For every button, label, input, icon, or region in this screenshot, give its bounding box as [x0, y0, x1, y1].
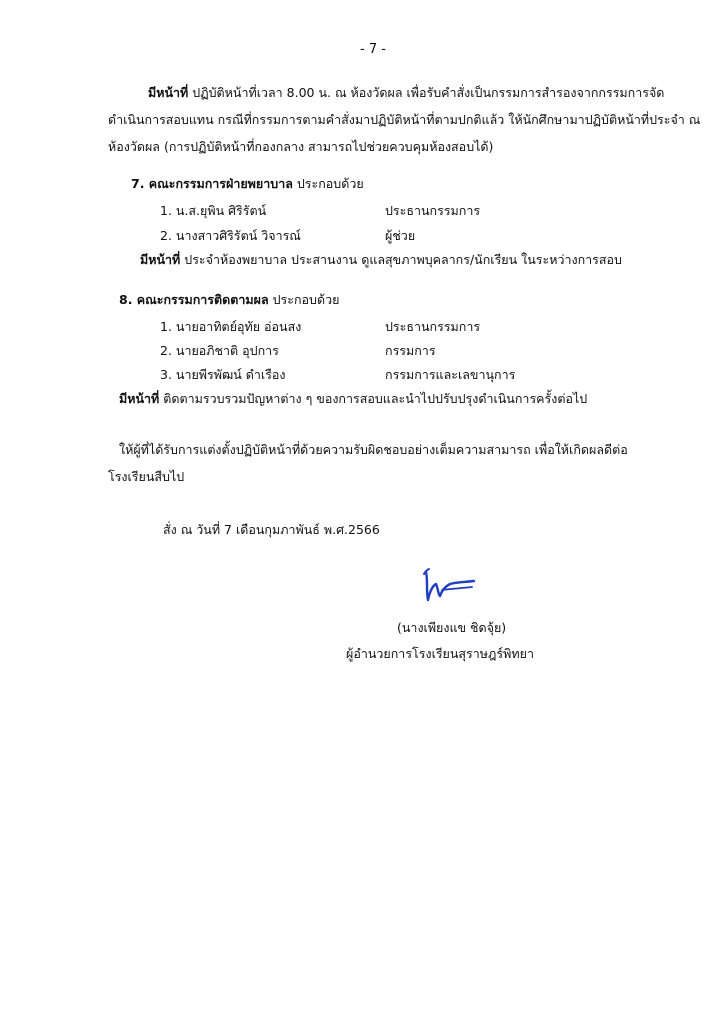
section8-duty — [119, 390, 587, 408]
section8-member-role: กรรมการและเลขานุการ — [385, 367, 516, 382]
section6-duty-line1 — [148, 84, 664, 102]
section7-member-role: ประธานกรรมการ — [385, 203, 481, 218]
section6-duty-label: มีหน้าที่ — [148, 85, 189, 100]
section7-duty-label: มีหน้าที่ — [140, 252, 181, 267]
section8-member-name: 3. นายพีรพัฒน์ ดำเรือง — [160, 367, 286, 382]
section8-duty-label: มีหน้าที่ — [119, 391, 160, 406]
section7-duty-text: ประจำห้องพยาบาล ประสานงาน ดูแลสุขภาพบุคลากร/นักเรียน ในระหว่างการสอบ — [184, 252, 622, 267]
section8-member-name: 2. นายอภิชาติ อุปการ — [160, 343, 279, 358]
section8-heading-suffix: ประกอบด้วย — [272, 292, 340, 307]
section7-member-name: 2. นางสาวศิริรัตน์ วิจารณ์ — [160, 228, 301, 243]
signatory-position: ผู้อำนวยการโรงเรียนสุราษฎร์พิทยา — [346, 646, 534, 661]
section6-duty-line3: ห้องวัดผล (การปฏิบัติหน้าที่กองกลาง สามารถไปช่วยควบคุมห้องสอบได้) — [108, 139, 494, 154]
section7-member-name: 1. น.ส.ยุพิน ศิริรัตน์ — [160, 203, 267, 218]
closing-line1: ให้ผู้ที่ได้รับการแต่งตั้งปฏิบัติหน้าที่ด้วยความรับผิดชอบอย่างเต็มความสามารถ เพื่อให้เกิดผลดีต่อ — [119, 442, 628, 457]
section8-duty-text: ติดตามรวบรวมปัญหาต่าง ๆ ของการสอบและนำไปปรับปรุงดำเนินการครั้งต่อไป — [163, 391, 588, 406]
page-number: - 7 - — [360, 42, 386, 57]
section6-duty-line2: ดำเนินการสอบแทน กรณีที่กรรมการตามคำสั่งมาปฏิบัติหน้าที่ตามปกติแล้ว ให้นักศึกษามาปฏิบัติหน้าที่ประจำ ณ — [108, 112, 701, 127]
signatory-name: (นางเพียงแข ชิดจุ้ย) — [397, 620, 507, 635]
closing-line2: โรงเรียนสืบไป — [108, 469, 185, 484]
order-date: สั่ง ณ วันที่ 7 เดือนกุมภาพันธ์ พ.ศ.2566 — [163, 522, 380, 537]
section8-member-role: ประธานกรรมการ — [385, 319, 481, 334]
section7-heading-suffix: ประกอบด้วย — [296, 176, 364, 191]
section7-heading-title: 7. คณะกรรมการฝ่ายพยาบาล — [131, 176, 293, 191]
section8-member-role: กรรมการ — [385, 343, 436, 358]
handwritten-signature — [420, 566, 476, 606]
section7-heading — [131, 175, 364, 193]
section6-duty-text-1: ปฏิบัติหน้าที่เวลา 8.00 น. ณ ห้องวัดผล เพื่อรับคำสั่งเป็นกรรมการสำรองจากกรรมการจัด — [192, 85, 665, 100]
section7-member-role: ผู้ช่วย — [385, 228, 416, 243]
section8-heading-title: 8. คณะกรรมการติดตามผล — [119, 292, 269, 307]
section8-member-name: 1. นายอาทิตย์อุทัย อ่อนสง — [160, 319, 302, 334]
section8-heading — [119, 291, 339, 309]
section7-duty — [140, 251, 622, 269]
